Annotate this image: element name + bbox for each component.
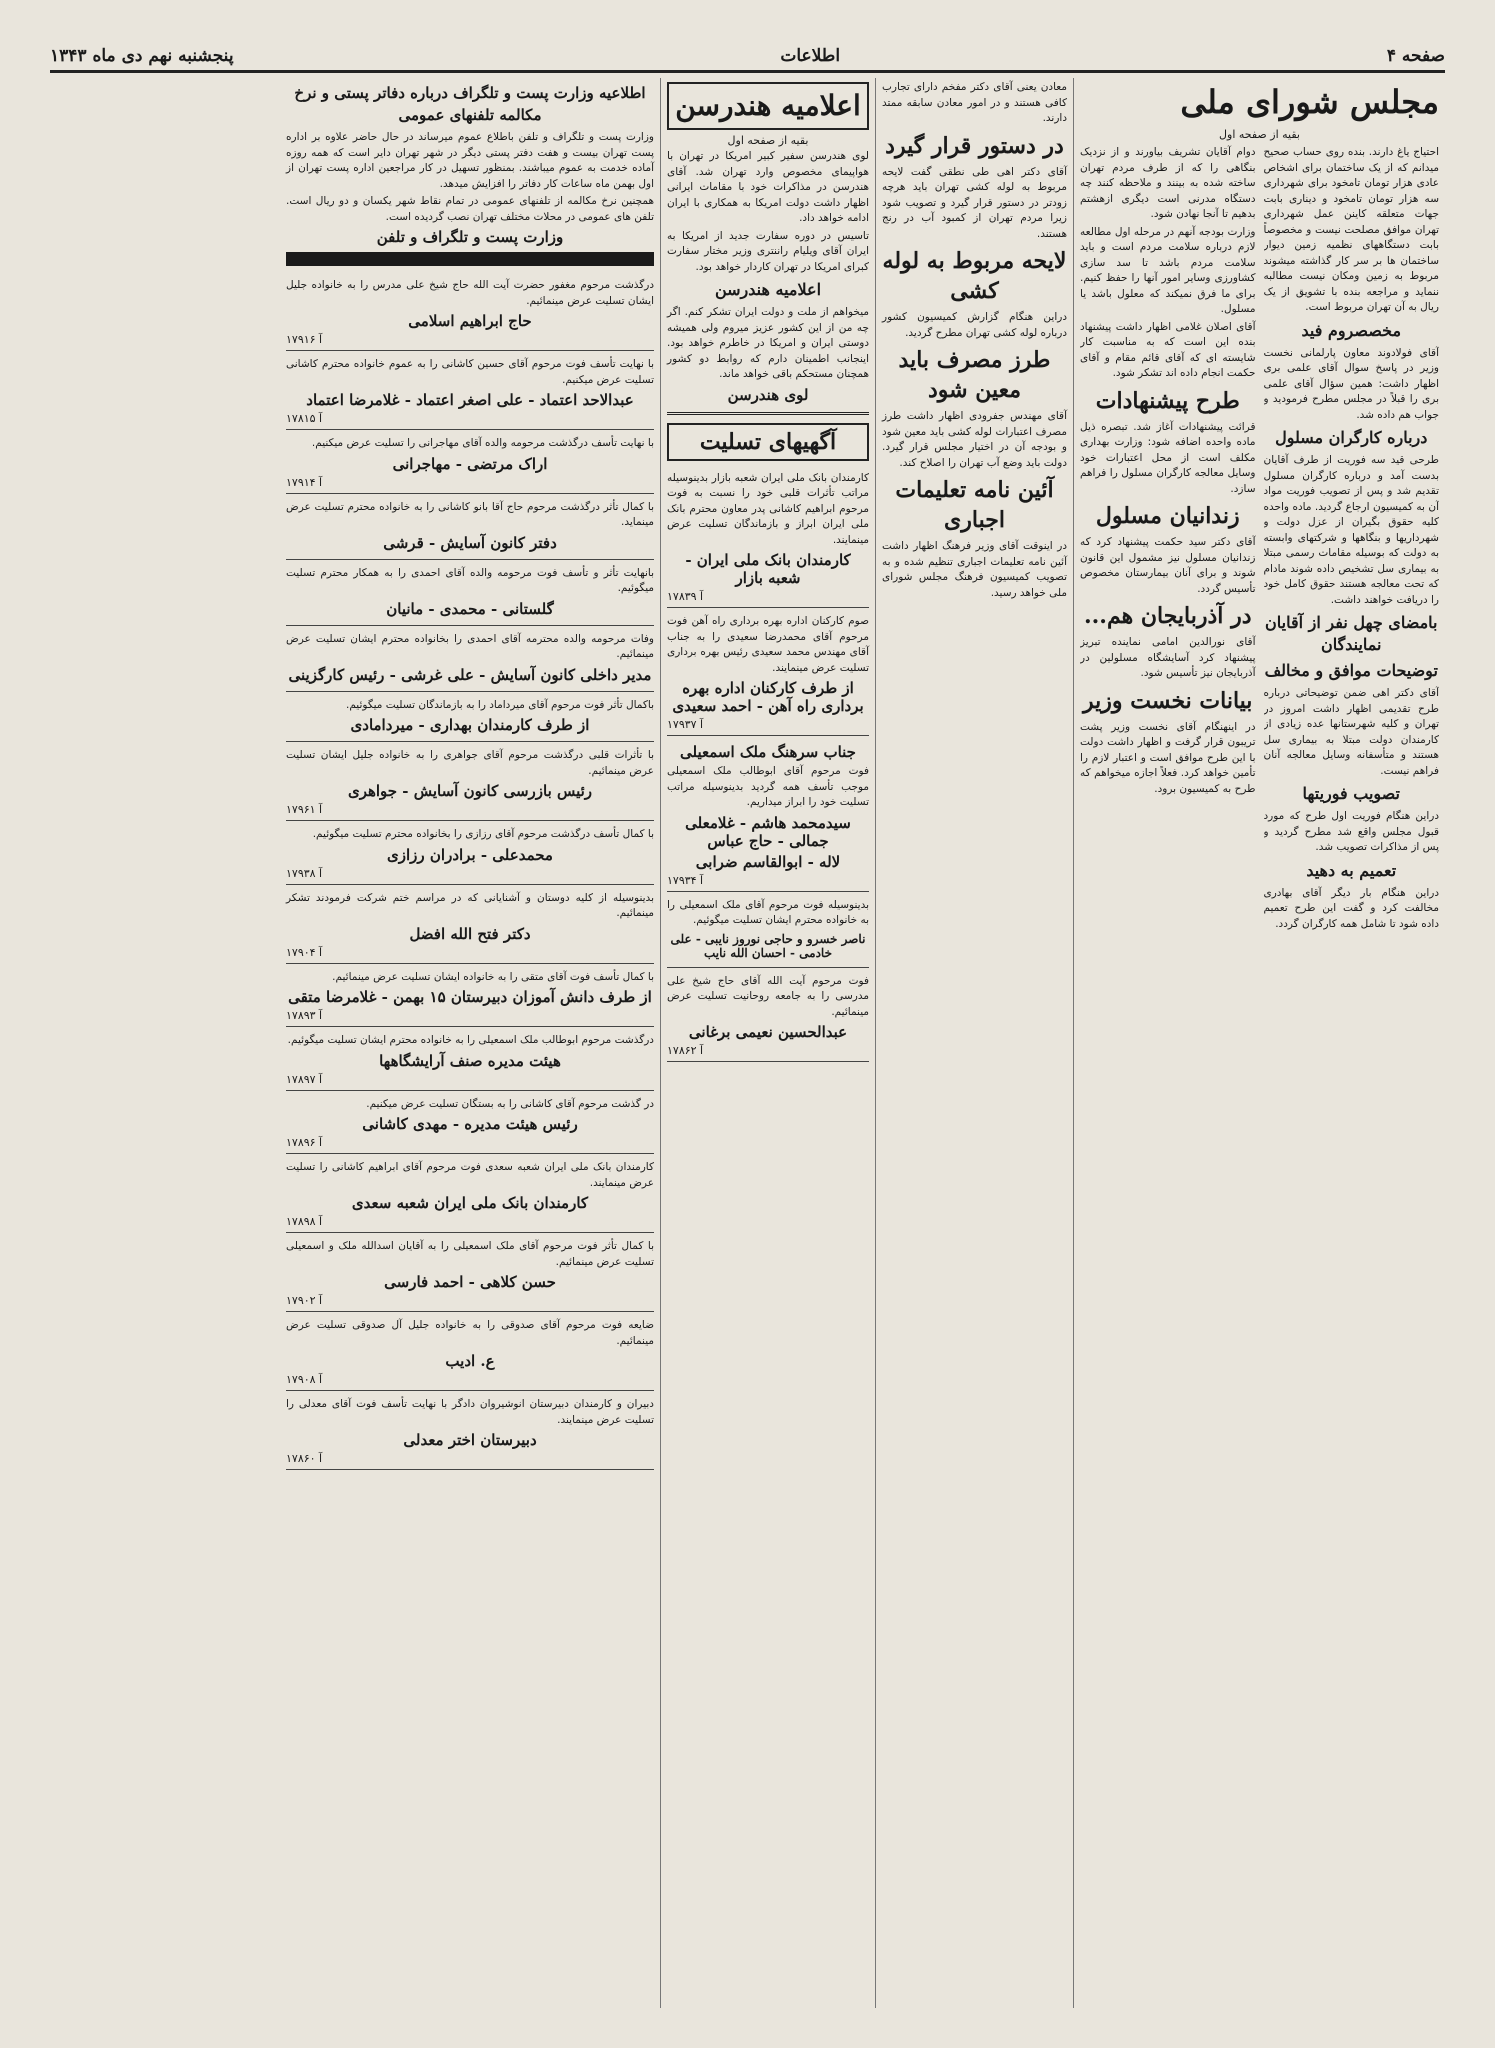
col5-sub-3: در آذربایجان هم... (1083, 603, 1252, 629)
ad-signature: رئیس هیئت مدیره - مهدی کاشانی (362, 1115, 578, 1133)
ad-text: کارمندان بانک ملی ایران شعبه بازار بدینوسیله مراتب تأثرات قلبی خود را نسبت به فوت مرحوم ابراهیم کاشانی پدر معاون محترم بانک ملی ایران ابراز و بازماندگان تسلیت عرض مینمایند. (667, 471, 869, 546)
ad-text: باکمال تأثر فوت مرحوم آقای میرداماد را به بازماندگان تسلیت میگوئیم. (345, 698, 654, 711)
henderson-signer: لوی هندرسن (727, 385, 809, 404)
henderson-continued: بقیه از صفحه اول (727, 134, 809, 147)
ad-signature: دفتر کانون آسایش - قرشی (383, 533, 557, 552)
condolence-ad (286, 560, 654, 626)
ad-signature: کارمندان بانک ملی ایران شعبه سعدی (351, 1194, 589, 1212)
column-3 (660, 78, 875, 2008)
condolence-ad (667, 892, 869, 968)
condolence-ad (286, 1312, 654, 1391)
ad-number: ۱۷۹۳۸ آ (286, 866, 323, 880)
ad-number: ۱۷۸۶۲ آ (667, 1044, 704, 1057)
majlis-text-6: دراین هنگام فوریت اول طرح که مورد قبول مجلس واقع شد مطرح گردید و پس از مذاکرات تصویب شد. (1263, 810, 1439, 853)
ads-list (286, 272, 654, 1470)
condolence-ad (286, 1154, 654, 1233)
condolence-ad (667, 465, 869, 609)
ad-text: فوت مرحوم آیت الله آقای حاج شیخ علی مدرسی را به جامعه روحانیت تسلیت عرض مینمائیم. (667, 974, 869, 1018)
ad-signature-2: لاله - ابوالقاسم ضرابی (695, 852, 841, 871)
henderson-sub: اعلامیه هندرسن (714, 280, 822, 299)
ad-number: ۱۷۹۰۲ آ (286, 1294, 323, 1307)
ad-number: ۱۷۹۳۴ آ (667, 873, 704, 887)
ad-text: با تأثرات قلبی درگذشت مرحوم آقای جواهری را به خانواده جلیل ایشان تسلیت عرض مینمائیم. (286, 749, 654, 777)
majlis-sub-1: مخصصروم فید (1301, 320, 1402, 340)
page-header (50, 40, 1445, 73)
majlis-sub-4: توضیحات موافق و مخالف (1264, 661, 1438, 680)
ad-signature: محمدعلی - برادران رزازی (387, 845, 553, 864)
ad-signature: گلستانی - محمدی - مانیان (386, 599, 554, 618)
ad-signature: هیئت مدیره صنف آرایشگاهها (379, 1051, 561, 1070)
ad-number: ۱۷۸۳۹ آ (667, 590, 704, 603)
column-4 (875, 78, 1073, 2008)
col4-text-1: معادن یعنی آقای دکتر مفخم دارای تجارب کافی هستند و در امور معادن سابقه ممتد دارند. (882, 81, 1067, 124)
condolence-ad (286, 1391, 654, 1470)
col4-text-3: دراین هنگام گزارش کمیسیون کشور درباره لوله کشی تهران مطرح گردید. (882, 311, 1067, 339)
col5-sub-2: زندانیان مسلول (1095, 503, 1240, 529)
ad-number: ۱۷۹۶۱ آ (286, 803, 323, 816)
condolence-ad (286, 964, 654, 1028)
ad-text: بدینوسیله فوت مرحوم آقای ملک اسمعیلی را به خانواده محترم ایشان تسلیت میگوئیم. (667, 898, 869, 926)
condolence-ad (286, 821, 654, 885)
issue-date: پنجشنبه نهم دی ماه ۱۳۴۳ (50, 46, 234, 66)
condolence-ad (286, 1091, 654, 1155)
ad-signature: حاج ابراهیم اسلامی (408, 312, 532, 330)
condolence-ad (286, 742, 654, 821)
ad-signature: دکتر فتح الله افضل (409, 924, 531, 943)
ad-number: ۱۷۹۳۷ آ (667, 718, 704, 731)
condolence-ad (286, 494, 654, 560)
ad-signature: مدیر داخلی کانون آسایش - علی غرشی - رئیس کارگزینی (288, 665, 652, 684)
post-headline: اطلاعیه وزارت پست و تلگراف درباره دفاتر پستی و نرخ مکالمه تلفنهای عمومی (294, 84, 646, 124)
col5-text-3: قرائت پیشنهادات آغاز شد. تبصره ذیل ماده واحده اضافه شود: وزارت بهداری مکلف است از محل اعتبارات خود وسایل معالجه کارگران مسلول را فراهم سازد. (1080, 420, 1256, 495)
condolence-ad (667, 608, 869, 736)
condolence-ads-title: آگهیهای تسلیت (667, 423, 869, 461)
henderson-text-2: تاسیس در دوره سفارت جدید از امریکا به ایران آقای ویلیام راننتری وزیر مختار سفارت کبرای امریکا در تهران کاردار خواهد بود. (667, 229, 869, 273)
post-signature: وزارت پست و تلگراف و تلفن (376, 228, 564, 246)
col4-sub-1: در دستور قرار گیرد (885, 132, 1064, 159)
condolence-ad (286, 1027, 654, 1091)
ad-text: با نهایت تأسف فوت مرحوم آقای حسین کاشانی را به عموم خانواده محترم کاشانی تسلیت عرض میکنیم. (286, 358, 654, 386)
col5-text-4: آقای دکتر سید حکمت پیشنهاد کرد که زندانیان مسلول نیز مشمول این قانون شوند و برای آنان بیمارستان مخصوص تأسیس گردد. (1080, 536, 1256, 595)
ad-signature: از طرف دانش آموزان دبیرستان ۱۵ بهمن - غلامرضا متقی (288, 988, 652, 1006)
col4-text-4: آقای مهندس جفرودی اظهار داشت طرز مصرف اعتبارات لوله کشی باید معین شود و بودجه آن در اختیار مجلس قرار گیرد. دولت باید وضع آب تهران را اصلاح کند. (882, 410, 1067, 469)
page-number: صفحه ۴ (1386, 46, 1445, 66)
col4-text-2: آقای دکتر اهی طی نطقی گفت لایحه مربوط به لوله کشی تهران باید هرچه زودتر در دستور قرار گیرد و تصویب شود زیرا مردم تهران از کمبود آب در رنج هستند. (882, 165, 1067, 240)
ad-number: ۱۷۸۹۶ آ (286, 1136, 323, 1149)
ad-signature: کارمندان بانک ملی ایران - شعبه بازار (685, 551, 851, 587)
ad-signature: ناصر خسرو و حاجی نوروز نایبی - علی خادمی - احسان الله نایب (670, 931, 866, 960)
condolence-ad (286, 885, 654, 964)
henderson-text-3: میخواهم از ملت و دولت ایران تشکر کنم. اگر چه من از این کشور عزیز میروم ولی همیشه دوستی ایران و امریکا در خاطرم خواهد بود. اینجانب اطمینان دارم که روابط دو کشور همچنان مستحکم باقی خواهد ماند. (667, 306, 869, 380)
newspaper-name: اطلاعات (780, 46, 841, 66)
ad-text: با نهایت تأسف درگذشت مرحومه والده آقای مهاجرانی را تسلیت عرض میکنیم. (311, 437, 654, 449)
separator-bar (286, 252, 654, 266)
ad-text: درگذشت مرحوم ابوطالب ملک اسمعیلی را به خانواده محترم ایشان تسلیت میگوئیم. (287, 1034, 654, 1046)
majlis-continued: بقیه از صفحه اول (1219, 128, 1300, 141)
ad-number: ۱۷۹۰۴ آ (286, 945, 323, 959)
ad-signature: اراک مرتضی - مهاجرانی (392, 454, 548, 473)
col5-sub-1: طرح پیشنهادات (1095, 387, 1240, 414)
majlis-text-4: طرحی قید سه فوریت از طرف آقایان بدست آمد و درباره کارگران مسلول تقدیم شد و پس از تصویب فوریت مواد آن به کمیسیون ارجاع گردید. ماده واحده کلیه حقوق بگیران از عزل دولت و شهرداریها و بنگاهها و شرکتهای وابسته به دولت که بوسیله مقامات رسمی مبتلا به بیماری سل تشخیص داده شوند مادام که تحت معالجه هستند حقوق کامل خود را دریافت خواهند داشت. (1263, 454, 1439, 606)
col5-text-5: آقای نورالدین امامی نماینده تبریز پیشنهاد کرد آسایشگاه مسلولین در آذربایجان نیز تأسیس شود. (1080, 636, 1256, 679)
ad-text: با کمال تأثر فوت مرحوم آقای ملک اسمعیلی را به آقایان اسدالله ملک و اسمعیلی تسلیت عرض مینمائیم. (286, 1240, 654, 1268)
majlis-sub-5: تصویب فوریتها (1302, 784, 1400, 803)
ad-text: بدینوسیله از کلیه دوستان و آشنایانی که در مراسم ختم شرکت فرمودند تشکر مینمائیم. (286, 891, 654, 919)
ad-text: صوم کارکنان اداره بهره برداری راه آهن فوت مرحوم آقای محمدرضا سعیدی را به جناب آقای مهندس محمد سعیدی رئیس بهره برداری تسلیت عرض مینمایند. (667, 615, 869, 674)
col5-text-6: در اینهنگام آقای نخست وزیر پشت تریبون قرار گرفت و اظهار داشت دولت با این طرح موافق است و اعتبار لازم را تأمین خواهد کرد. فعلاً اجازه میخواهم که طرح به کمیسیون برود. (1080, 720, 1256, 795)
henderson-text-1: لوی هندرسن سفیر کبیر امریکا در تهران با هواپیمای مخصوص وارد تهران شد. آقای هندرسن در مذاکرات خود با مقامات ایرانی اظهار داشت دولت امریکا به همکاری با ایران ادامه خواهد داد. (667, 150, 869, 224)
ad-number: ۱۷۸۹۷ آ (286, 1072, 323, 1086)
majlis-text-5: آقای دکتر اهی ضمن توضیحاتی درباره طرح تقدیمی اظهار داشت امروز در تهران و کلیه شهرستانها عده زیادی از کارمندان دولت مبتلا به بیماری سل هستند و متأسفانه وسایل معالجه آنان فراهم نیست. (1263, 687, 1439, 777)
condolence-ad (286, 430, 654, 494)
col5-sub-4: بیانات نخست وزیر (1083, 687, 1253, 714)
ad-text: با کمال تأثر درگذشت مرحوم حاج آقا بانو کاشانی را به خانواده محترم تسلیت عرض مینماید. (286, 500, 654, 528)
ad-number: ۱۷۸۶۰ آ (286, 1452, 323, 1465)
post-text-1: وزارت پست و تلگراف و تلفن باطلاع عموم میرساند در حال حاضر علاوه بر اداره پست تهران بیست و هفت دفتر پستی دیگر در شهر تهران دایر است که همه روزه آماده خدمت به عموم میباشند. بمنظور تسهیل در کار مراجعین اداره پست تهران از اول بهمن ماه ساعات کار دفاتر را افزایش میدهد. (286, 131, 654, 190)
col4-text-5: در اینوقت آقای وزیر فرهنگ اظهار داشت آئین نامه تعلیمات اجباری تنظیم شده و به تصویب کمیسیون فرهنگ مجلس شورای ملی خواهد رسید. (882, 540, 1067, 599)
ad-number: ۱۷۹۱۶ آ (286, 333, 323, 346)
ad-text: بانهایت تأثر و تأسف فوت مرحومه والده آقای احمدی را به همکار محترم تسلیت میگوئیم. (286, 566, 654, 594)
ad-number: ۱۷۸۹۳ آ (286, 1009, 323, 1022)
ad-text: کارمندان بانک ملی ایران شعبه سعدی فوت مرحوم آقای ابراهیم کاشانی را تسلیت عرض مینمایند. (286, 1161, 654, 1189)
ad-signature: سیدمحمد هاشم - غلامعلی جمالی - حاج عباس (685, 813, 851, 850)
ad-signature: دبیرستان اختر معدلی (403, 1431, 537, 1449)
col5-text-1: وزارت بودجه آنهم در مرحله اول مطالعه لازم درباره سلامت مردم است و باید سلامت مردم باشد تا سد سازی کشاورزی وسایر امور آنها را حفظ کنیم. برای ما فرق نمیکند که معلول باشد یا مسلول. (1080, 225, 1256, 315)
majlis-text-1: احتیاج یاغ دارند. بنده روی حساب صحیح میدانم که از یک ساختمان برای اشخاص عادی هزار تومان تامخود برای شهرداری سه هزار تومان تامخود و دیناری بابت جهات متعلقه کاینن عمل شهرداری تهران موافق مصلحت نیست و مخصوصاً بابت دستگاههای نظمیه زمین دیوار ساختمان ها بر سر کار گذاشته میشوند مربوط به زمین ومکان نیست مطالبه ننماید و مراجعه بنده با تشویق از یک ریال به آن تهران مربوط است. (1263, 146, 1439, 313)
condolence-ad (667, 736, 869, 892)
henderson-headline: اعلامیه هندرسن (667, 82, 869, 130)
column-1 (280, 78, 660, 2008)
ad-signature: از طرف کارکنان اداره بهره برداری راه آهن - احمد سعیدی (672, 679, 864, 715)
ad-signature: رئیس بازرسی کانون آسایش - جواهری (347, 782, 593, 800)
col5-text-2: آقای اصلان غلامی اظهار داشت پیشنهاد بنده این است که به مناسبت کار شایسته ای که آقای قائم مقام و آقای حکمت انجام داده اند تشکر شود. (1080, 320, 1256, 379)
ad-signature: عبدالحسین نعیمی برغانی (688, 1023, 848, 1041)
majlis-sub-2: درباره کارگران مسلول (1275, 428, 1428, 447)
condolence-ad (286, 1233, 654, 1312)
majlis-text-7: دراین هنگام بار دیگر آقای بهادری مخالفت کرد و گفت این طرح تعمیم داده شود تا شامل همه کارگران گردد. (1263, 886, 1439, 930)
ad-text: در گذشت مرحوم آقای کاشانی را به بستگان تسلیت عرض میکنیم. (366, 1097, 654, 1110)
majlis-text-3: آقای فولادوند معاون پارلمانی نخست وزیر در پاسخ سوال آقای علمی بری اظهار داشت: همین سؤال آقای علمی بری را قبلاً در مجلس مطرح فرمودید و جواب هم داده شد. (1263, 346, 1439, 421)
ad-text: درگذشت مرحوم مغفور حضرت آیت الله حاج شیخ علی مدرس را به خانواده جلیل ایشان تسلیت عرض مینمائیم. (286, 279, 654, 307)
col4-sub-4: آئین نامه تعلیمات اجباری (895, 477, 1054, 533)
ad-text: با کمال تأسف درگذشت مرحوم آقای رزازی را بخانواده محترم تسلیت میگوئیم. (312, 828, 654, 840)
majlis-sub-3: بامضای چهل نفر از آقایان نمایندگان (1265, 613, 1438, 654)
ad-signature: از طرف کارمندان بهداری - میردامادی (350, 716, 590, 734)
condolence-ad (667, 968, 869, 1063)
majlis-headline: مجلس شورای ملی (1180, 83, 1439, 121)
col4-sub-2: لایحه مربوط به لوله کشی (882, 248, 1067, 304)
ad-text: دبیران و کارمندان دبیرستان انوشیروان دادگر با نهایت تأسف فوت آقای معدلی را تسلیت عرض مینمایند. (286, 1398, 654, 1426)
ad-signature: عبدالاحد اعتماد - علی اصغر اعتماد - غلامرضا اعتماد (306, 391, 634, 409)
majlis-sub-6: تعمیم به دهید (1306, 860, 1397, 880)
ad-text: فوت مرحوم آقای ابوطالب ملک اسمعیلی موجب تأسف همه گردید بدینوسیله مراتب تسلیت خود را ابراز میداریم. (667, 765, 869, 808)
col4-sub-3: طرز مصرف باید معین شود (898, 347, 1051, 403)
ad-text: وفات مرحومه والده محترمه آقای احمدی را بخانواده محترم ایشان تسلیت عرض مینمائیم. (286, 632, 654, 660)
ad-number: ۱۷۹۱۴ آ (286, 475, 323, 489)
column-majlis (1073, 78, 1445, 2008)
condolence-ad (286, 626, 654, 692)
post-text-2: همچنین نرخ مکالمه از تلفنهای عمومی در تمام نقاط شهر یکسان و دو ریال است. تلفن های عمومی در محلات مختلف تهران نصب گردیده است. (286, 195, 654, 223)
columns (50, 78, 1445, 2008)
ad-title: جناب سرهنگ ملک اسمعیلی (680, 743, 856, 761)
ad-text: با کمال تأسف فوت آقای متقی را به خانواده ایشان تسلیت عرض مینمائیم. (332, 970, 654, 983)
ad-number: ۱۷۸۱۵ آ (286, 412, 323, 425)
condolence-ad (286, 272, 654, 351)
majlis-text-2: دوام آقایان تشریف بیاورند و از نزدیک بنگاهی را که از طرف مردم تهران ساخته شده به بینند و ملاحظه کنند چه دستگاه مدرنی است دیگری ازهشتم بدهیم تا آنجا نهادن شود. (1080, 146, 1256, 220)
ad-signature: حسن کلاهی - احمد فارسی (384, 1273, 556, 1291)
ad-signature: ع. ادیب (445, 1352, 495, 1370)
ad-text: ضایعه فوت مرحوم آقای صدوقی را به خانواده جلیل آل صدوقی تسلیت عرض مینمائیم. (286, 1319, 654, 1347)
condolence-ad (286, 692, 654, 743)
ad-number: ۱۷۹۰۸ آ (286, 1373, 323, 1386)
condolence-ad (286, 351, 654, 430)
ad-number: ۱۷۸۹۸ آ (286, 1215, 323, 1228)
